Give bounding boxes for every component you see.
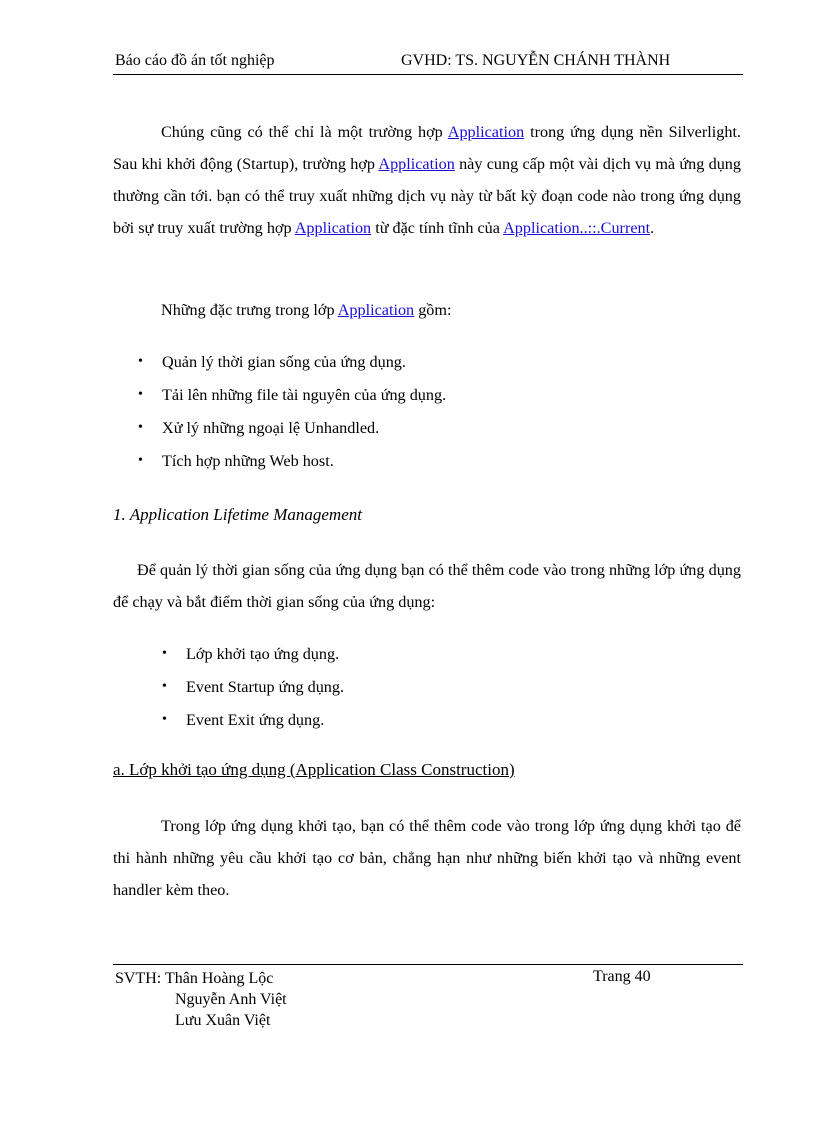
feature-list bbox=[138, 350, 446, 482]
bullet-icon: • bbox=[138, 387, 143, 402]
bullet-icon: • bbox=[138, 453, 143, 468]
list-item bbox=[138, 350, 446, 383]
bullet-icon: • bbox=[138, 354, 143, 369]
paragraph-lifetime: Để quản lý thời gian sống của ứng dụng bạn có thể thêm code vào trong những lớp ứng dụng để chạy và bắt điểm thời gian sống của ứng dụng: bbox=[113, 561, 741, 611]
para1-text-2: trong ứng dụng nền Silverlight. Sau khi khởi động (Startup), trường hợp bbox=[113, 123, 741, 173]
list-item bbox=[138, 416, 446, 449]
para2-text-2: gồm: bbox=[414, 301, 452, 319]
list-item-text: Quản lý thời gian sống của ứng dụng. bbox=[162, 353, 406, 371]
bullet-icon: • bbox=[162, 712, 167, 727]
footer-author-3: Lưu Xuân Việt bbox=[175, 1012, 271, 1029]
bullet-icon: • bbox=[138, 420, 143, 435]
para1-text-1: Chúng cũng có thể chỉ là một trường hợp bbox=[161, 123, 448, 141]
list-item bbox=[162, 708, 344, 741]
lifetime-list bbox=[162, 642, 344, 741]
footer-author-2: Nguyễn Anh Việt bbox=[175, 991, 287, 1008]
section-heading-class-construction: a. Lớp khởi tạo ứng dụng (Application Class Construction) bbox=[113, 760, 515, 779]
header-supervisor: GVHD: TS. NGUYỄN CHÁNH THÀNH bbox=[401, 52, 671, 69]
application-link-3[interactable]: Application bbox=[294, 219, 372, 237]
list-item bbox=[138, 383, 446, 416]
list-item bbox=[162, 642, 344, 675]
header-report-title: Báo cáo đồ án tốt nghiệp bbox=[115, 52, 275, 69]
paragraph-features bbox=[113, 294, 741, 326]
paragraph-class-construction: Trong lớp ứng dụng khởi tạo, bạn có thể thêm code vào trong lớp ứng dụng khởi tạo để thi hành những yêu cầu khởi tạo cơ bản, chẳng hạn như những biến khởi tạo và những event handler kèm theo. bbox=[113, 817, 741, 899]
page-number: Trang 40 bbox=[593, 968, 651, 985]
para1-text-3: này cung cấp một vài dịch vụ mà ứng dụng thường cần tới. bạn có thể truy xuất những dịch vụ này từ bất kỳ đoạn code nào trong ứng dụng bởi sự truy xuất trường hợp bbox=[113, 155, 741, 237]
list-item-text: Tích hợp những Web host. bbox=[162, 452, 334, 470]
list-item-text: Xử lý những ngoại lệ Unhandled. bbox=[162, 419, 380, 437]
bullet-icon: • bbox=[162, 646, 167, 661]
para1-text-5: . bbox=[650, 219, 655, 237]
list-item bbox=[162, 675, 344, 708]
section-heading-lifetime: 1. Application Lifetime Management bbox=[113, 505, 362, 524]
para2-text-1: Những đặc trưng trong lớp bbox=[161, 301, 338, 319]
page-footer bbox=[113, 964, 743, 1029]
para1-text-4: từ đặc tính tĩnh của bbox=[371, 219, 504, 237]
application-link-4[interactable]: Application bbox=[337, 301, 415, 319]
list-item-text: Lớp khởi tạo ứng dụng. bbox=[186, 645, 340, 663]
footer-other-authors bbox=[175, 989, 287, 1031]
footer-author-1: SVTH: Thân Hoàng Lộc bbox=[115, 970, 274, 987]
application-current-link[interactable]: Application..::.Current bbox=[503, 219, 651, 237]
application-link-2[interactable]: Application bbox=[378, 155, 455, 173]
application-link-1[interactable]: Application bbox=[447, 123, 525, 141]
page-header bbox=[113, 52, 743, 75]
list-item-text: Event Startup ứng dụng. bbox=[186, 678, 345, 696]
paragraph-intro bbox=[113, 116, 741, 244]
list-item bbox=[138, 449, 446, 482]
bullet-icon: • bbox=[162, 679, 167, 694]
list-item-text: Tải lên những file tài nguyên của ứng dụng. bbox=[162, 386, 447, 404]
list-item-text: Event Exit ứng dụng. bbox=[186, 711, 325, 729]
